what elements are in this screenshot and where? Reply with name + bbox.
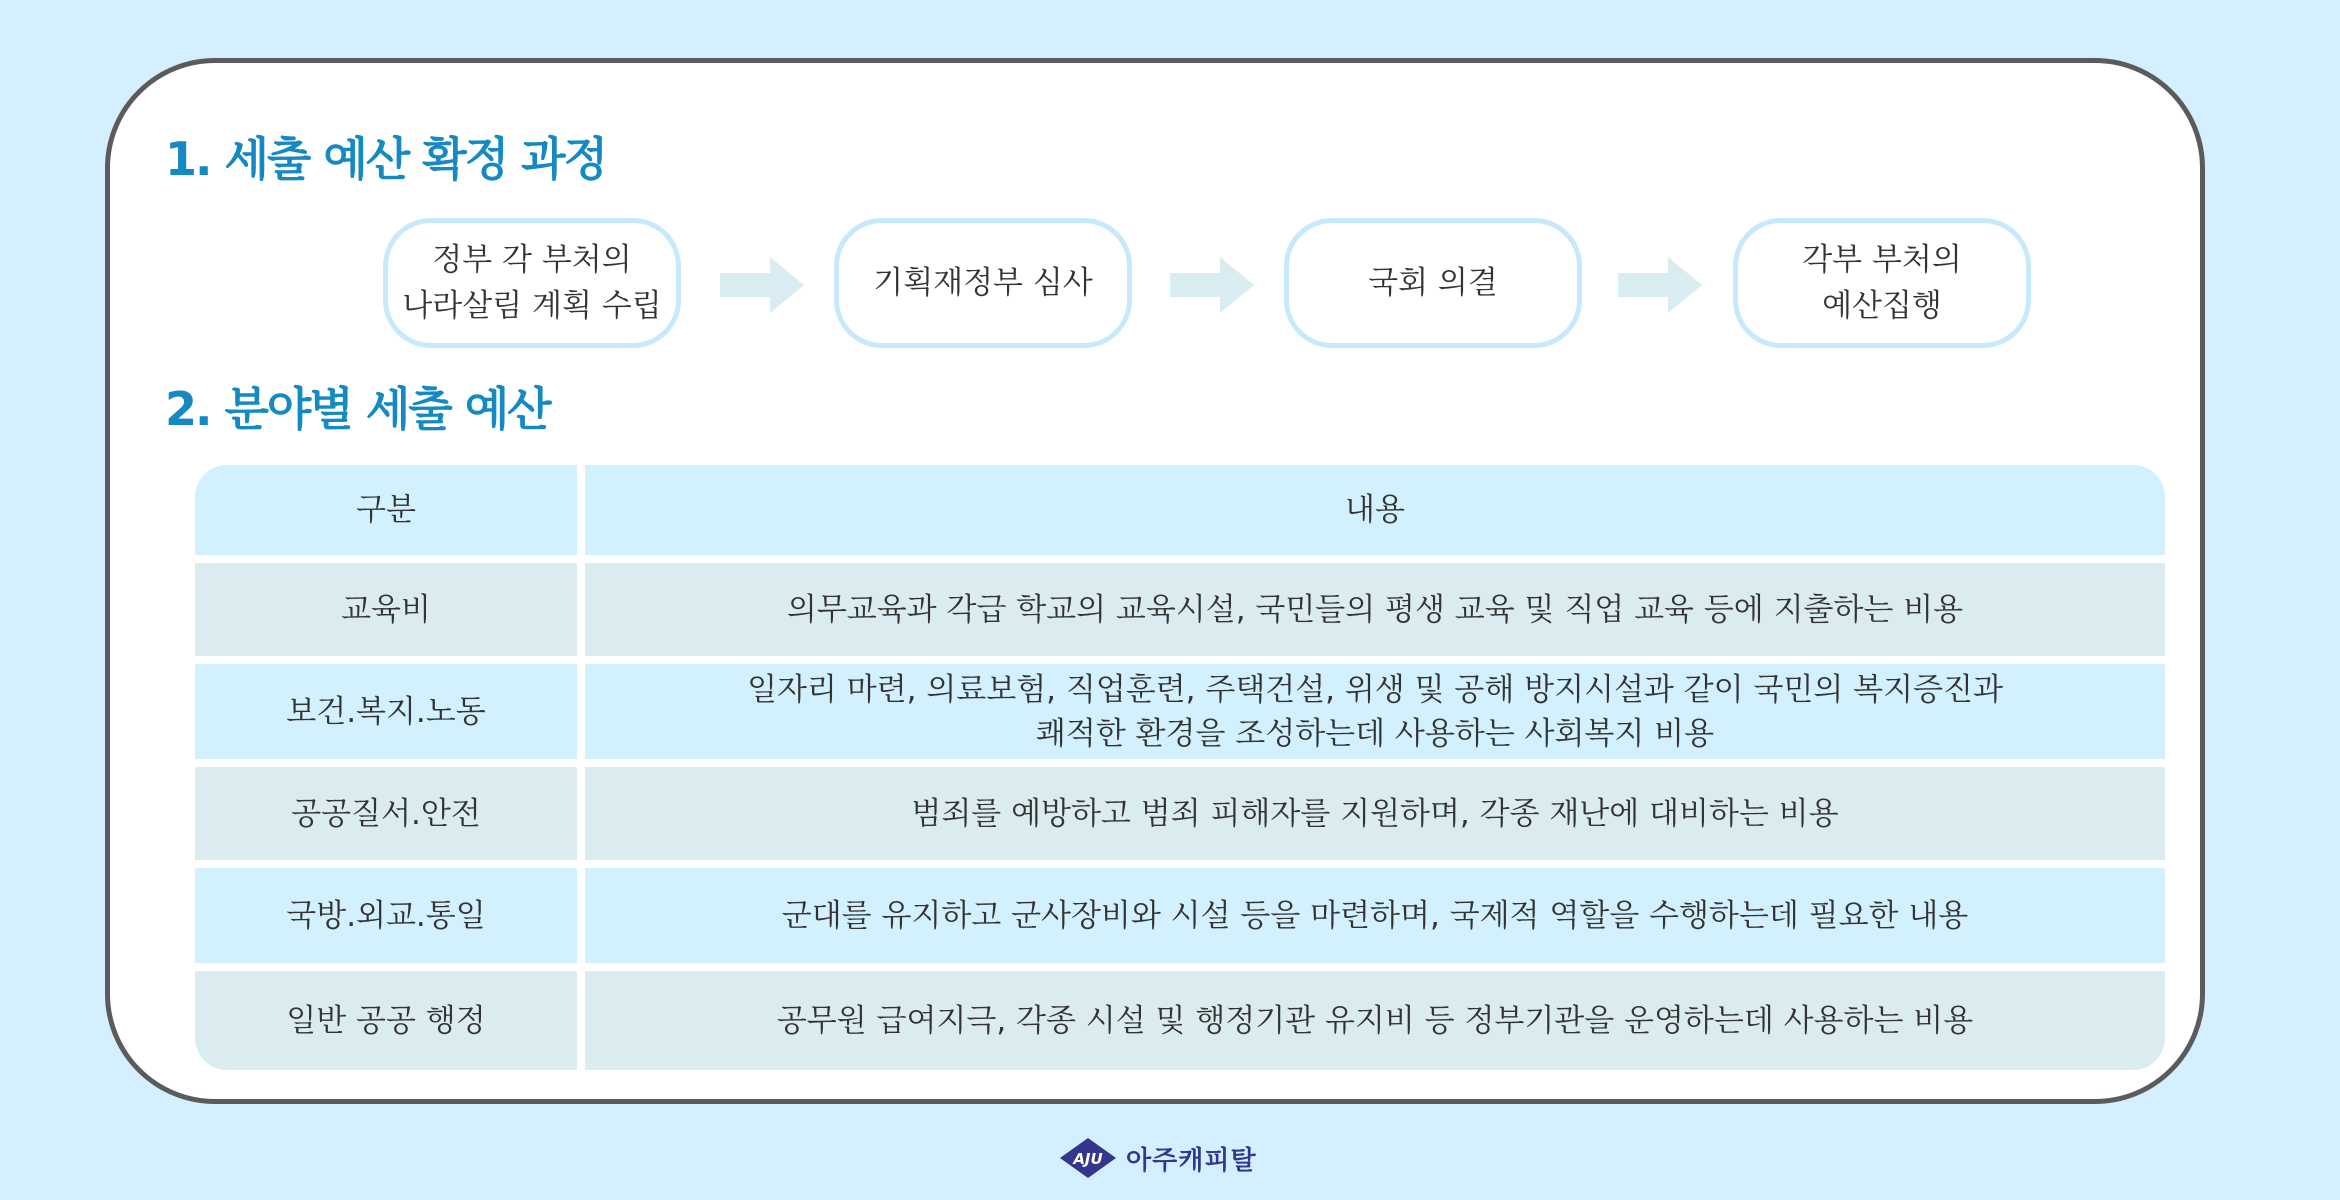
process-step-review: 기획재정부 심사 xyxy=(834,218,1132,348)
brand-name: 아주캐피탈 xyxy=(1126,1145,1257,1176)
column-divider xyxy=(577,664,585,759)
row-content: 군대를 유지하고 군사장비와 시설 등을 마련하며, 국제적 역할을 수행하는데 필요한 내용 xyxy=(585,868,2165,963)
row-content: 의무교육과 각급 학교의 교육시설, 국민들의 평생 교육 및 직업 교육 등에 지출하는 비용 xyxy=(585,563,2165,656)
row-content: 공무원 급여지극, 각종 시설 및 행정기관 유지비 등 정부기관을 운영하는데 사용하는 비용 xyxy=(585,971,2165,1070)
column-divider xyxy=(577,767,585,860)
column-divider xyxy=(577,971,585,1070)
arrow-right-icon xyxy=(720,257,804,313)
row-category: 교육비 xyxy=(195,563,577,656)
content-card xyxy=(105,58,2205,1104)
column-divider xyxy=(577,563,585,656)
process-section-title: 1. 세출 예산 확정 과정 xyxy=(165,132,607,186)
table-row xyxy=(195,971,2165,1070)
column-divider xyxy=(577,868,585,963)
column-divider xyxy=(577,465,585,555)
field-section-title: 2. 분야별 세출 예산 xyxy=(165,382,550,436)
budget-table xyxy=(195,465,2165,1070)
process-step-execution: 각부 부처의 예산집행 xyxy=(1733,218,2031,348)
arrow-right-icon xyxy=(1170,257,1254,313)
table-row xyxy=(195,664,2165,759)
brand-logo xyxy=(1058,1136,1257,1180)
row-category: 보건.복지.노동 xyxy=(195,664,577,759)
header-category: 구분 xyxy=(195,465,577,555)
arrow-right-icon xyxy=(1618,257,1702,313)
header-content: 내용 xyxy=(585,465,2165,555)
process-step-resolution: 국회 의결 xyxy=(1284,218,1582,348)
row-content: 일자리 마련, 의료보험, 직업훈련, 주택건설, 위생 및 공해 방지시설과 같이 국민의 복지증진과 쾌적한 환경을 조성하는데 사용하는 사회복지 비용 xyxy=(585,664,2165,759)
table-header-row xyxy=(195,465,2165,555)
row-category: 일반 공공 행정 xyxy=(195,971,577,1070)
row-category: 공공질서.안전 xyxy=(195,767,577,860)
row-content: 범죄를 예방하고 범죄 피해자를 지원하며, 각종 재난에 대비하는 비용 xyxy=(585,767,2165,860)
table-row xyxy=(195,563,2165,656)
row-category: 국방.외교.통일 xyxy=(195,868,577,963)
aju-logo-icon xyxy=(1058,1136,1118,1180)
svg-text:AJU: AJU xyxy=(1073,1150,1103,1168)
table-row xyxy=(195,767,2165,860)
table-row xyxy=(195,868,2165,963)
process-step-planning: 정부 각 부처의 나라살림 계획 수립 xyxy=(383,218,681,348)
